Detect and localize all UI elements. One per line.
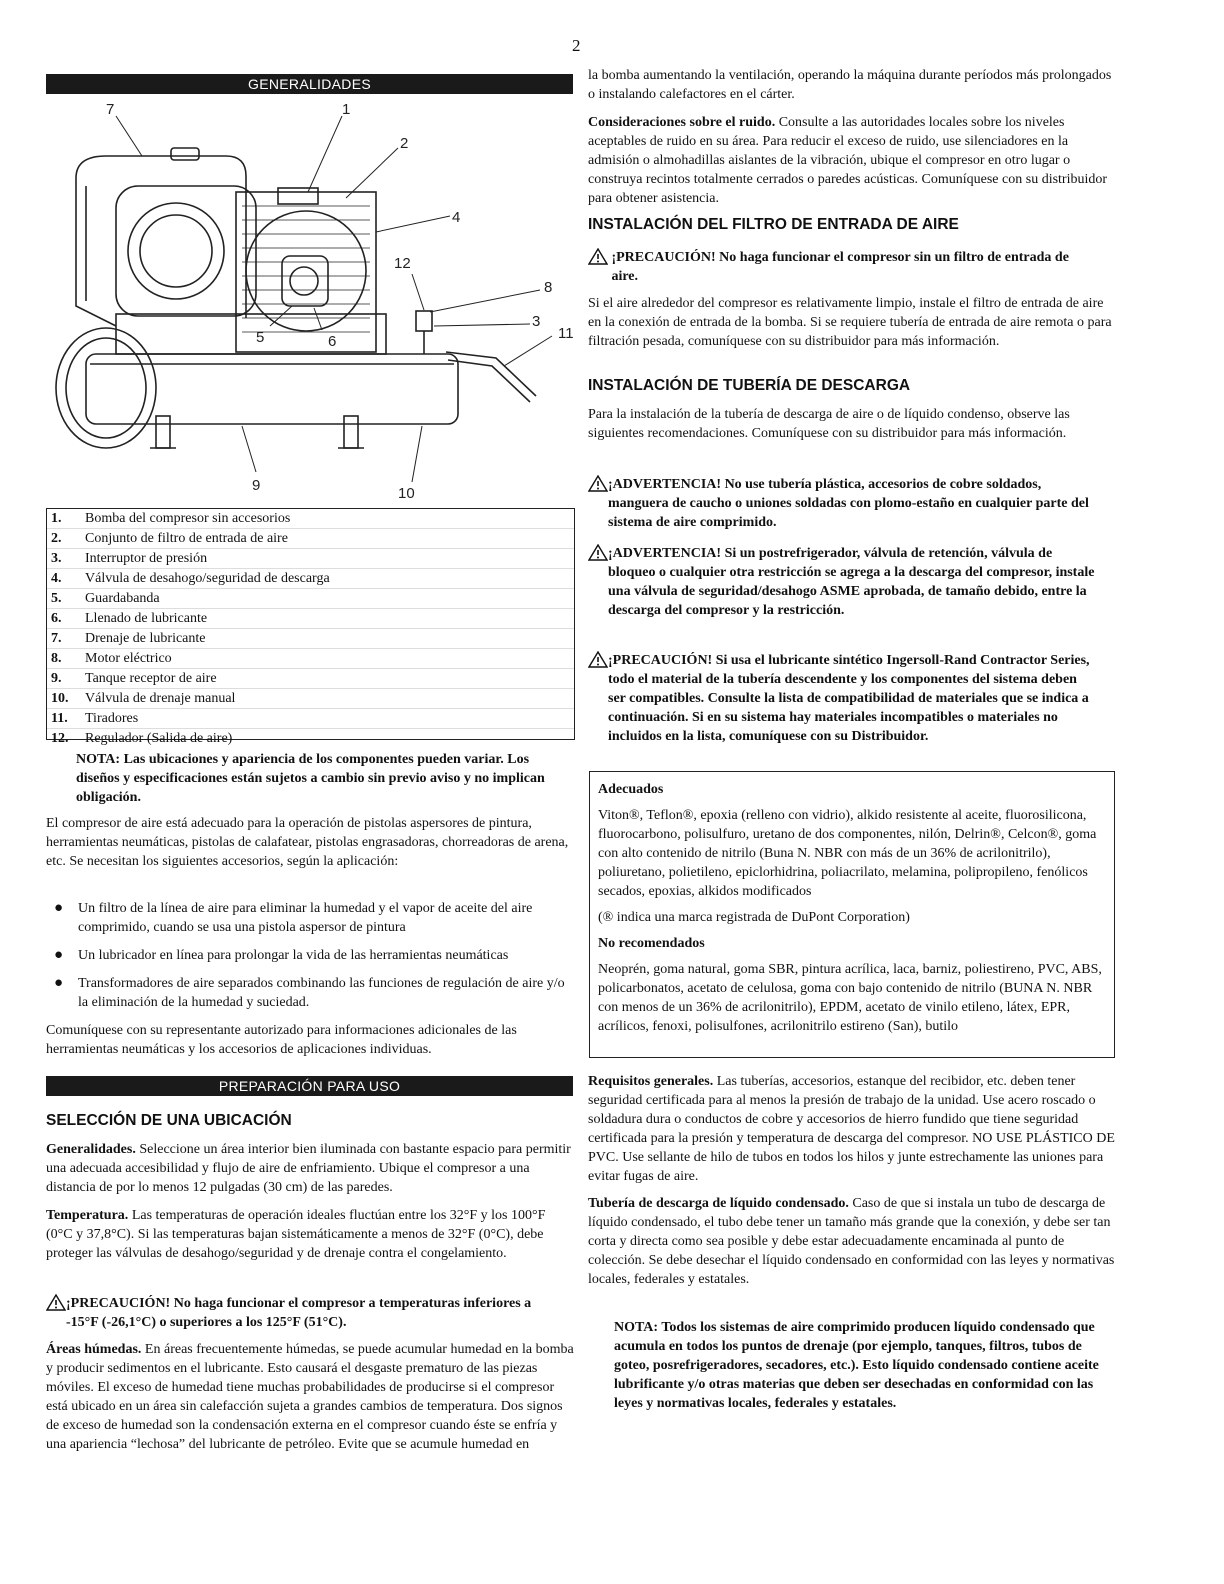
heading-ubicacion: SELECCIÓN DE UNA UBICACIÓN xyxy=(46,1112,292,1129)
list-item: ● Un filtro de la línea de aire para eliminar la humedad y el vapor de aceite del aire comprimido, cuando se usa una pistola aspersor de pintura xyxy=(46,899,574,937)
ruido-paragraph: Consideraciones sobre el ruido. Consulte a las autoridades locales sobre los niveles aceptables de ruido en su área. Para reducir el exceso de ruido, use silenciadores en la admisión o almohadillas aislantes de la vibración, ubique el compresor en otro lugar o construya recintos totalmente cerrados o paredes acústicas. Comuníquese con su distribuidor para obtener asistencia. xyxy=(588,115,1108,206)
fig-label-5: 5 xyxy=(256,329,265,346)
fig-label-7: 7 xyxy=(106,101,115,118)
fig-label-12: 12 xyxy=(394,255,411,272)
fig-label-11: 11 xyxy=(558,325,574,342)
fig-label-8: 8 xyxy=(544,279,553,296)
fig-label-10: 10 xyxy=(398,485,415,502)
warning-triangle-icon xyxy=(588,651,608,746)
accessory-list xyxy=(46,899,574,1021)
temperatura-paragraph: Temperatura. Las temperaturas de operación ideales fluctúan entre los 32°F y los 100°F (0°C y 37,8°C). Si las temperaturas bajan sistemáticamente a menos de 32°F (0°C), debe proteger las válvulas de desahogo/seguridad y de drenaje contra el congelamiento. xyxy=(46,1208,546,1261)
intro-paragraph: El compresor de aire está adecuado para la operación de pistolas aspersores de pintura, herramientas neumáticas, pistolas de calafatear, pistolas engrasadoras, chorreadoras de arena, etc. Se necesitan los siguientes accesorios, según la aplicación: xyxy=(46,816,569,869)
parts-list xyxy=(46,508,575,746)
warning-temperature: ¡PRECAUCIÓN! No haga funcionar el compresor a temperaturas inferiores a -15°F (-26,1°C) o superiores a los 125°F (51°C). xyxy=(46,1294,546,1332)
parts-item: 12. Regulador (Salida de aire) xyxy=(51,731,233,746)
warning-triangle-icon xyxy=(46,1294,66,1332)
continuation-paragraph: la bomba aumentando la ventilación, operando la máquina durante períodos más prolongados o instalando calefactores en el cárter. xyxy=(588,68,1112,102)
no-recomendados-heading: No recomendados xyxy=(598,936,705,951)
generalidades-paragraph: Generalidades. Seleccione un área interior bien iluminada con bastante espacio para permitir una adecuada accesibilidad y flujo de aire de enfriamiento. Ubique el compresor a una distancia de por lo menos 12 pulgadas (30 cm) de las paredes. xyxy=(46,1142,571,1195)
parts-item: 1. Bomba del compresor sin accesorios xyxy=(47,509,574,529)
parts-item: 4. Válvula de desahogo/seguridad de descarga xyxy=(47,569,574,589)
no-recomendados-text: Neoprén, goma natural, goma SBR, pintura acrílica, laca, barniz, poliestireno, PVC, ABS, policarbonatos, acetato de celulosa, goma con bajo contenido de nitrilo (BUNA N. NBR con menos de un 36% de acrilonitrilo), EPDM, acetato de vinilo etileno, látex, EPR, acrílicos, fenoxi, polisulfones, acrilonitrilo estireno (San), butilo xyxy=(598,962,1102,1034)
fig-label-3: 3 xyxy=(532,313,541,330)
adecuados-text: Viton®, Teflon®, epoxia (relleno con vidrio), alkido resistente al aceite, fluorosilicona, fluorocarbono, polisulfuro, uretano de dos componentes, nilón, Delrin®, Celcon®, goma con alto contenido de nitrilo (Buna N. NBR con más de un 36% de acrilonitrilo), poliuretano, polietileno, epiclorhidrina, poliacrilato, melamina, polipropileno, fenólicos secados, epoxias, alkidos modificados xyxy=(598,808,1097,899)
fig-label-2: 2 xyxy=(400,135,409,152)
fig-label-9: 9 xyxy=(252,477,261,494)
list-item: ● Un lubricador en línea para prolongar la vida de las herramientas neumáticas xyxy=(46,946,574,965)
nota-condensado: NOTA: Todos los sistemas de aire comprimido producen líquido condensado que acumula en todos los puntos de drenaje (por ejemplo, tanques, filtros, tubos de goteo, posrefrigeradores, secadores, etc.). Esto líquido condensado contiene aceite lubrificante y/o otras materias que deben ser desechadas en conformidad con las leyes y normativas locales, federales y estatales. xyxy=(614,1320,1099,1411)
parts-item: 5. Guardabanda xyxy=(47,589,574,609)
fig-label-4: 4 xyxy=(452,209,461,226)
filtro-paragraph: Si el aire alrededor del compresor es relativamente limpio, instale el filtro de entrada de aire en la conexión de entrada de la bomba. Si se requiere tubería de entrada de aire remota o para filtración pesada, comuníquese con su distribuidor para más información. xyxy=(588,296,1112,349)
nota-components: NOTA: Las ubicaciones y apariencia de los componentes pueden variar. Los diseños y especificaciones están sujetos a cambio sin previo aviso y no implican obligación. xyxy=(76,752,545,805)
compressor-diagram xyxy=(46,96,574,506)
parts-item: 10. Válvula de drenaje manual xyxy=(47,689,574,709)
warning-triangle-icon xyxy=(588,475,608,532)
requisitos-paragraph: Requisitos generales. Las tuberías, accesorios, estanque del recibidor, etc. deben tener seguridad certificada para al menos la presión de trabajo de la unidad. Use acero roscado o soldadura dura o conductos de cobre y accesorios de hierro fundido que tiene seguridad certificada para la presión y temperatura de descarga del compresor. NO USE PLÁSTICO DE PVC. Use sellante de hilo de tubos en todos los hilos y junte estrechamente las uniones para evitar fugas de aire. xyxy=(588,1074,1115,1184)
contact-paragraph: Comuníquese con su representante autorizado para informaciones adicionales de las herramientas neumáticas y los accesorios de aplicaciones individuas. xyxy=(46,1023,517,1057)
warning-aftercooler: ¡ADVERTENCIA! Si un postrefrigerador, válvula de retención, válvula de bloqueo o cualquier otra restricción se agrega a la descarga del compresor, instale una válvula de seguridad/desahogo ASME aprobada, de tamaño debido, entre la descarga del compresor y la restricción. xyxy=(588,544,1098,620)
parts-item: 9. Tanque receptor de aire xyxy=(47,669,574,689)
parts-item: 8. Motor eléctrico xyxy=(47,649,574,669)
parts-item: 11. Tiradores xyxy=(47,709,574,729)
list-item: ● Transformadores de aire separados combinando las funciones de regulación de aire y/o la eliminación de la humedad y suciedad. xyxy=(46,974,574,1012)
warning-triangle-icon xyxy=(588,544,608,620)
warning-lubricant: ¡PRECAUCIÓN! Si usa el lubricante sintético Ingersoll-Rand Contractor Series, todo el material de la tubería descendente y los componentes del sistema deben ser compatibles. Consulte la lista de compatibilidad de materiales que se indica a continuación. Si en su sistema hay materiales incompatibles o materiales no incluidos en la lista, comuníquese con su Distribuidor. xyxy=(588,651,1098,746)
parts-item: 6. Llenado de lubricante xyxy=(47,609,574,629)
materials-compatibility-box xyxy=(589,771,1115,1058)
fig-label-1: 1 xyxy=(342,101,351,118)
humedas-paragraph: Áreas húmedas. En áreas frecuentemente húmedas, se puede acumular humedad en la bomba y producir sedimentos en el lubricante. Esto causará el desgaste prematuro de las piezas móviles. El exceso de humedad tiene muchas probabilidades de producirse si el compresor está ubicado en un área sin calefacción sujeta a grandes cambios de temperatura. Dos signos de exceso de humedad son la condensación externa en el compresor cuando éste se enfría y una apariencia “lechosa” del lubricante de petróleo. Evite que se acumule humedad en xyxy=(46,1342,574,1452)
condensado-paragraph: Tubería de descarga de líquido condensado. Caso de que si instala un tubo de descarga de líquido condensado, el tubo debe tener un tamaño más grande que la conexión, y debe ser tan corta y directa como sea posible y debe estar adecuadamente encaminada al punto de colección. Se debe desechar el líquido condensado en conformidad con las leyes y normativas locales, federales y estatales. xyxy=(588,1196,1115,1287)
section-band-preparacion: PREPARACIÓN PARA USO xyxy=(46,1076,573,1096)
dupont-note: (® indica una marca registrada de DuPont Corporation) xyxy=(598,910,910,925)
warning-filtro: ¡PRECAUCIÓN! No haga funcionar el compresor sin un filtro de entrada de aire. xyxy=(588,248,1088,286)
warning-plastic-pipe: ¡ADVERTENCIA! No use tubería plástica, accesorios de cobre soldados, manguera de caucho o uniones soldadas con plomo-estaño en cualquier parte del sistema de aire comprimido. xyxy=(588,475,1098,532)
fig-label-6: 6 xyxy=(328,333,337,350)
section-band-generalidades: GENERALIDADES xyxy=(46,74,573,94)
tuberia-paragraph: Para la instalación de la tubería de descarga de aire o de líquido condenso, observe las siguientes recomendaciones. Comuníquese con su distribuidor para más información. xyxy=(588,407,1070,441)
parts-item: 2. Conjunto de filtro de entrada de aire xyxy=(47,529,574,549)
parts-item: 7. Drenaje de lubricante xyxy=(47,629,574,649)
heading-tuberia: INSTALACIÓN DE TUBERÍA DE DESCARGA xyxy=(588,377,911,394)
parts-item: 3. Interruptor de presión xyxy=(47,549,574,569)
page-number: 2 xyxy=(572,36,581,55)
heading-filtro: INSTALACIÓN DEL FILTRO DE ENTRADA DE AIRE xyxy=(588,216,959,233)
adecuados-heading: Adecuados xyxy=(598,782,664,797)
warning-triangle-icon xyxy=(588,248,611,286)
